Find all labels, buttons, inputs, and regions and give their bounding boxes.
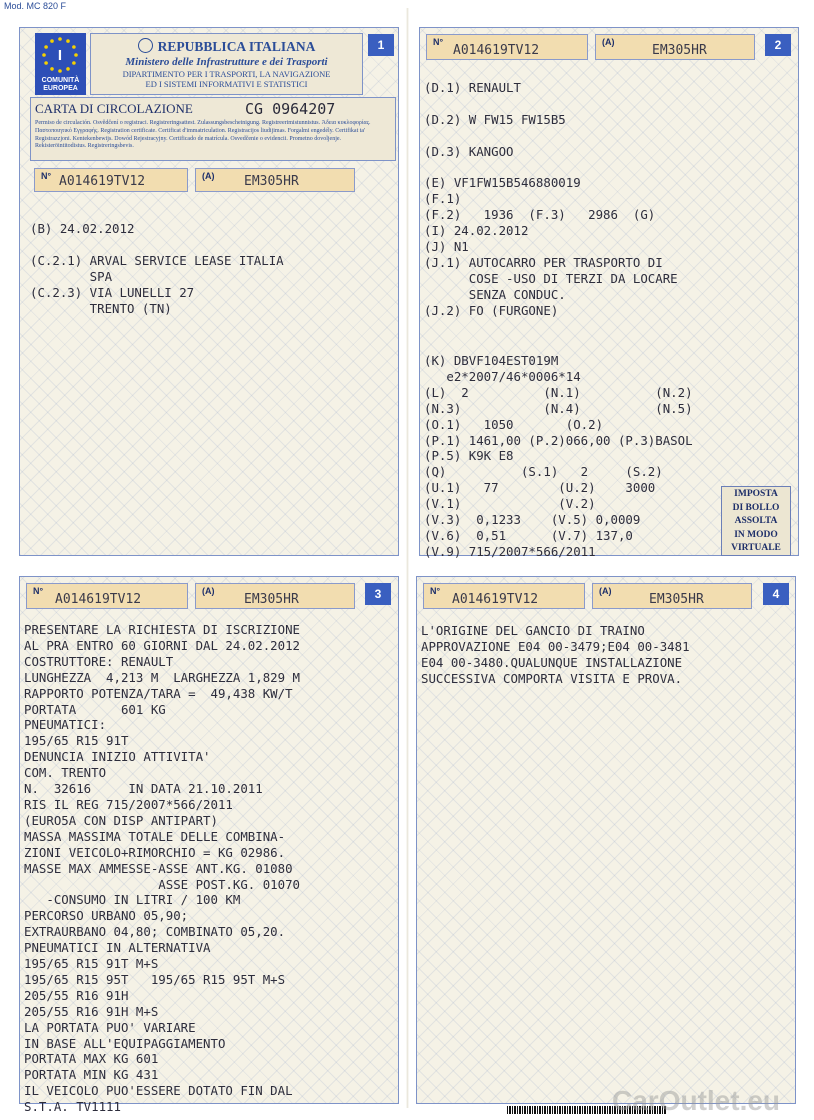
eu-label-2: EUROPEA [43,85,78,92]
text-line: PNEUMATICI IN ALTERNATIVA [24,940,211,956]
text-line: IL VEICOLO PUO'ESSERE DOTATO FIN DAL [24,1083,293,1099]
text-line: (V.3) 0,1233 (V.5) 0,0009 [424,512,641,528]
text-line: COSE -USO DI TERZI DA LOCARE [424,270,678,286]
text-line: RAPPORTO POTENZA/TARA = 49,438 KW/T [24,685,293,701]
republic-title: REPUBBLICA ITALIANA [91,38,362,55]
text-line: SENZA CONDUC. [424,286,566,302]
department-line-1: DIPARTIMENTO PER I TRASPORTI, LA NAVIGAZIONE [122,69,331,79]
carta-title: CARTA DI CIRCOLAZIONE [35,101,193,116]
document-number-label: N° [41,171,52,181]
vehicle-data-lines [424,80,678,319]
document-number-field [34,168,188,192]
text-line: e2*2007/46*0006*14 [424,368,581,384]
fold-line [406,8,409,1108]
text-line: (N.3) (N.4) (N.5) [424,400,693,416]
text-line: MASSA MASSIMA TOTALE DELLE COMBINA- [24,828,286,844]
text-line: (P.1) 1461,00 (P.2)066,00 (P.3)BASOL [424,432,693,448]
plate-field [195,583,355,609]
emblem-icon [138,38,153,53]
text-line: (EURO5A CON DISP ANTIPART) [24,812,218,828]
text-line [424,96,678,112]
text-line: 195/65 R15 91T M+S [24,956,159,972]
text-line: (L) 2 (N.1) (N.2) [424,384,693,400]
text-line: (J.1) AUTOCARRO PER TRASPORTO DI [424,254,663,270]
tax-stamp-line: VIRTUALE [731,543,781,553]
text-line: ASSE POST.KG. 01070 [24,876,301,892]
text-line: (V.6) 0,51 (V.7) 137,0 [424,527,633,543]
carta-translations: Permiso de circulación. Osvědčení o registraci. Registreringsattest. Zulassungsbescheinigung. Registreerimistunnistus. Άδεια κυκλοφορίας. Παστοποιητικό Εγγραφής. Registration certificate. Certificat d'immatriculation. Registracijos liudijimas. Forgalmi engedély. Certifikat ta' Registrazzjoni. Kentekenbewijs. Dowód Rejestracyjny. Certificado de matrícula. Osvedčenie o evidencii. Prometno dovoljenje. Rekisteröintitodistus. Registreringsbevis. [35,120,371,150]
text-line [424,128,678,144]
text-line: LUNGHEZZA 4,213 M LARGHEZZA 1,829 M [24,669,301,685]
plate-label: (A) [602,37,615,47]
page-number-badge: 3 [365,583,391,605]
panel-4 [416,576,796,1104]
text-line [30,237,284,253]
document-number-label: N° [33,586,44,596]
text-line: (P.5) K9K E8 [424,448,514,464]
text-line: (F.1) [424,191,462,207]
text-line: AL PRA ENTRO 60 GIORNI DAL 24.02.2012 [24,637,301,653]
text-line: (U.1) 77 (U.2) 3000 [424,480,656,496]
eu-flag-logo [35,33,86,95]
text-line: (V.9) 715/2007*566/2011 [424,543,596,559]
text-line: MASSE MAX AMMESSE-ASSE ANT.KG. 01080 [24,860,293,876]
document-number-field [423,583,585,609]
plate-value: EM305HR [244,174,299,189]
ministry-name: Ministero delle Infrastrutture e dei Trasporti [125,56,328,68]
carta-circolazione-box [30,97,396,161]
text-line: 195/65 R15 91T [24,733,129,749]
plate-value: EM305HR [652,43,707,58]
department-line-2: ED I SISTEMI INFORMATIVI E STATISTICI [145,79,308,89]
text-line: PNEUMATICI: [24,717,107,733]
text-line: SPA [30,268,113,284]
text-line: PERCORSO URBANO 05,90; [24,908,189,924]
page-number-badge: 4 [763,583,789,605]
text-line: PORTATA MIN KG 431 [24,1067,159,1083]
plate-field [592,583,752,609]
plate-value: EM305HR [244,592,299,607]
text-line: APPROVAZIONE E04 00-3479;E04 00-3481 [421,638,690,654]
text-line: (K) DBVF104EST019M [424,353,559,368]
text-line: (E) VF1FW15B546880019 [424,175,581,191]
document-number-label: N° [430,586,441,596]
text-line: (V.1) (V.2) [424,496,596,512]
text-line [424,160,678,176]
text-line: COSTRUTTORE: RENAULT [24,653,174,669]
text-line: L'ORIGINE DEL GANCIO DI TRAINO [421,623,645,638]
carta-number: CG 0964207 [245,100,336,118]
eu-country-letter: I [57,47,63,64]
text-line: EXTRAURBANO 04,80; COMBINATO 05,20. [24,924,286,940]
text-line: PRESENTARE LA RICHIESTA DI ISCRIZIONE [24,622,301,637]
document-number-value: A014619TV12 [55,592,142,607]
text-line: (J.2) FO (FURGONE) [424,302,559,318]
text-line: (C.2.3) VIA LUNELLI 27 [30,284,195,300]
tax-stamp-line: ASSOLTA [734,516,778,526]
text-line: (F.2) 1936 (F.3) 2986 (G) [424,207,656,223]
notes-lines [24,622,300,1115]
tax-stamp-line: IN MODO [734,529,778,540]
plate-label: (A) [202,171,215,181]
text-line: PORTATA 601 KG [24,701,166,717]
towbar-notes-lines [421,623,690,687]
panel-1 [19,27,399,556]
text-line: (O.1) 1050 (O.2) [424,416,604,432]
text-line: (J) N1 [424,239,469,255]
text-line: TRENTO (TN) [30,300,172,316]
document-number-value: A014619TV12 [59,174,146,189]
text-line: PORTATA MAX KG 601 [24,1051,159,1067]
plate-field [195,168,355,192]
text-line: (Q) (S.1) 2 (S.2) [424,464,663,480]
eu-stars-icon [40,35,80,75]
document-number-value: A014619TV12 [452,592,539,607]
document-number-value: A014619TV12 [453,43,540,58]
text-line: (D.3) KANGOO [424,143,514,159]
page-number-badge: 1 [368,34,394,56]
text-line: ZIONI VEICOLO+RIMORCHIO = KG 02986. [24,844,286,860]
text-line: COM. TRENTO [24,765,107,781]
text-line: LA PORTATA PUO' VARIARE [24,1019,196,1035]
text-line: SUCCESSIVA COMPORTA VISITA E PROVA. [421,670,683,686]
page-number-badge: 2 [765,34,791,56]
panel-3 [19,576,399,1115]
tax-stamp-box [721,486,791,556]
technical-data-lines [424,353,693,560]
text-line: -CONSUMO IN LITRI / 100 KM [24,892,241,908]
text-line: IN BASE ALL'EQUIPAGGIAMENTO [24,1035,226,1051]
tax-stamp-line: DI BOLLO [732,502,780,513]
text-line: 205/55 R16 91H M+S [24,1003,159,1019]
watermark: CarOutlet.eu [612,1085,781,1116]
text-line: N. 32616 IN DATA 21.10.2011 [24,781,263,797]
plate-value: EM305HR [649,592,704,607]
text-line: S.T.A. TV1111 [24,1099,121,1115]
document-number-label: N° [433,37,444,47]
panel-2 [419,27,799,559]
document-number-field [426,34,588,60]
plate-field [595,34,755,60]
ministry-header [90,33,363,95]
eu-label-1: COMUNITÀ [41,77,80,84]
text-line: 205/55 R16 91H [24,987,129,1003]
text-line: (D.1) RENAULT [424,80,521,95]
form-model-label: Mod. MC 820 F [4,1,67,11]
registration-holder-lines [30,221,284,316]
text-line: DENUNCIA INIZIO ATTIVITA' [24,749,211,765]
tax-stamp-line: IMPOSTA [734,489,778,499]
text-line: 195/65 R15 95T 195/65 R15 95T M+S [24,971,286,987]
text-line: (I) 24.02.2012 [424,223,529,239]
plate-label: (A) [599,586,612,596]
text-line: (B) 24.02.2012 [30,221,135,236]
document-number-field [26,583,188,609]
plate-label: (A) [202,586,215,596]
text-line: (D.2) W FW15 FW15B5 [424,111,566,127]
text-line: E04 00-3480.QUALUNQUE INSTALLAZIONE [421,654,683,670]
text-line: (C.2.1) ARVAL SERVICE LEASE ITALIA [30,252,284,268]
text-line: RIS IL REG 715/2007*566/2011 [24,796,233,812]
